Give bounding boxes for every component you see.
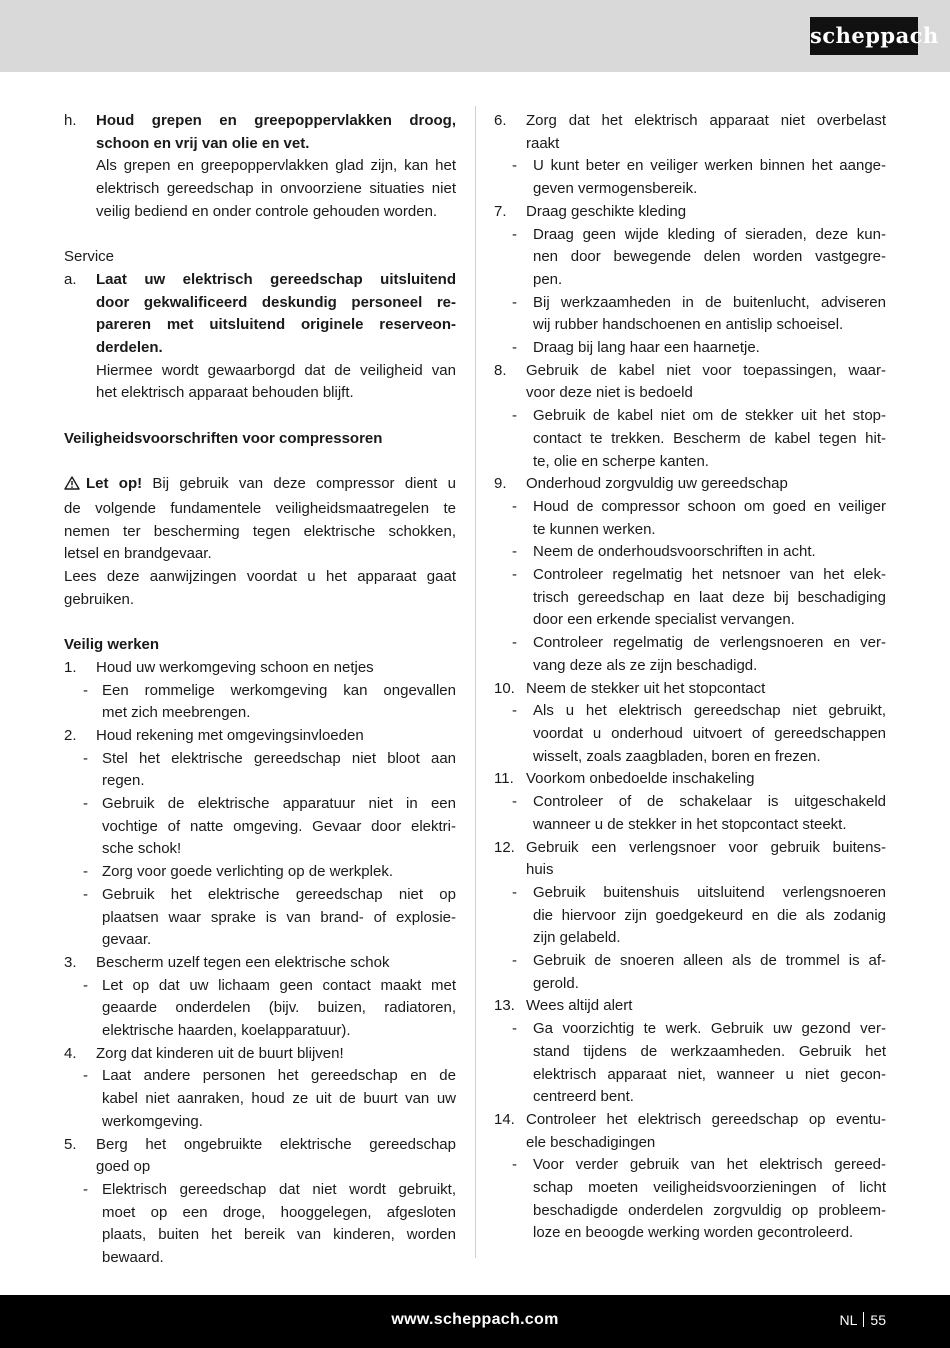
bullet-item: [494, 292, 886, 337]
dash-bullet-icon: -: [83, 885, 88, 903]
text-line: door gekwalificeerd deskundig personeel re-: [96, 293, 456, 311]
item-number: 14.: [494, 1110, 515, 1128]
item-number: 10.: [494, 679, 515, 697]
text-line: wisselt, zoals zaagbladen, boren en frezen.: [533, 747, 821, 765]
numbered-item: [494, 995, 886, 1018]
bullet-item: [64, 1065, 456, 1133]
item-title: [494, 201, 886, 224]
bullet-item: [494, 405, 886, 473]
item-label: a.: [64, 270, 77, 288]
text-line: geven vermogensbereik.: [533, 180, 698, 198]
bullet-item: [494, 496, 886, 541]
text-line: Draag geen wijde kleding of sieraden, deze kun-: [533, 225, 886, 243]
bullet-item: [64, 680, 456, 725]
text-line: het elektrisch apparaat behouden blijft.: [96, 384, 354, 402]
text-line: pareren met uitsluitend originele reserveon-: [96, 316, 456, 334]
footer-page: 55: [870, 1312, 886, 1328]
text-line: Gebruik het elektrische gereedschap niet op: [102, 885, 456, 903]
item-number: 7.: [494, 202, 507, 220]
text-line: Laat uw elektrisch gereedschap uitsluitend: [96, 270, 456, 288]
numbered-item: [494, 678, 886, 701]
item-label: h.: [64, 112, 77, 129]
text-line: U kunt beter en veiliger werken binnen het aange-: [533, 157, 886, 175]
text-line: raakt: [526, 134, 560, 152]
bullet-item: [494, 950, 886, 995]
text-line: Wees altijd alert: [526, 997, 633, 1015]
section-h-bold: [96, 110, 456, 155]
item-number: 12.: [494, 838, 515, 856]
item-title: [64, 725, 456, 748]
text-line: Houd rekening met omgevingsinvloeden: [96, 726, 364, 744]
footer-lang: NL: [839, 1312, 858, 1328]
numbered-item: [494, 360, 886, 405]
dash-bullet-icon: -: [512, 497, 517, 515]
numbered-item: [494, 473, 886, 496]
safety-heading: Veiligheidsvoorschriften voor compressoren: [64, 429, 383, 447]
text-line: beschadigde onderdelen zorgvuldig op probleem-: [533, 1201, 886, 1219]
text-line: Als u het elektrisch gereedschap niet gebruikt,: [533, 702, 886, 720]
text-line: Houd de compressor schoon om goed en veiliger: [533, 497, 886, 515]
numbered-item: [494, 1109, 886, 1154]
dash-bullet-icon: -: [512, 225, 517, 243]
text-line: Controleer het elektrisch gereedschap op eventu-: [526, 1110, 886, 1128]
text-line: Een rommelige werkomgeving kan ongevallen: [102, 681, 456, 699]
item-number: 9.: [494, 475, 507, 493]
dash-bullet-icon: -: [83, 749, 88, 767]
item-title: [494, 995, 886, 1018]
text-line: Controleer regelmatig het netsnoer van het elek-: [533, 566, 886, 584]
text-line: Neem de onderhoudsvoorschriften in acht.: [533, 543, 816, 561]
bullet-item: [494, 541, 886, 564]
footer-separator: [863, 1312, 864, 1327]
warning-lines: [64, 498, 456, 612]
item-title: [64, 1134, 456, 1179]
section-h-text: [96, 155, 456, 223]
text-line: elektrisch gereedschap in onvoorziene situaties niet: [96, 180, 456, 198]
text-line: Controleer regelmatig de verlengsnoeren en ver-: [533, 634, 886, 652]
text-line: wij rubber handschoenen en antislip schoeisel.: [533, 316, 844, 334]
warning-first-text: Bij gebruik van deze compressor dient u: [142, 475, 456, 493]
left-column: [64, 110, 456, 1270]
text-line: Houd uw werkomgeving schoon en netjes: [96, 658, 374, 676]
page-footer: [0, 1295, 950, 1348]
dash-bullet-icon: -: [512, 566, 517, 584]
text-line: regen.: [102, 772, 145, 790]
service-section: [64, 246, 456, 405]
dash-bullet-icon: -: [512, 1020, 517, 1038]
text-line: elektrisch apparaat niet, wanneer u niet gecon-: [533, 1065, 886, 1083]
text-line: werkomgeving.: [102, 1112, 203, 1130]
text-line: te kunnen werken.: [533, 520, 656, 538]
bullet-item: [494, 632, 886, 677]
service-item-a-body: [64, 269, 456, 405]
text-line: Gebruik buitenshuis uitsluitend verlengsnoeren: [533, 883, 886, 901]
text-line: Voor verder gebruik van het elektrisch gereed-: [533, 1156, 886, 1174]
text-line: kabel niet aanraken, houd ze uit de buurt van uw: [102, 1090, 456, 1108]
warning-paragraph: [64, 473, 456, 611]
text-line: plaatsen waar sprake is van brand- of explosie-: [102, 908, 456, 926]
service-heading: Service: [64, 248, 115, 266]
bullet-item: [64, 793, 456, 861]
text-line: sche schok!: [102, 840, 182, 858]
footer-url[interactable]: www.scheppach.com: [391, 1311, 559, 1328]
item-number: 8.: [494, 361, 507, 379]
numbered-item: [494, 201, 886, 224]
bullet-item: [64, 884, 456, 952]
text-line: Onderhoud zorgvuldig uw gereedschap: [526, 475, 788, 493]
dash-bullet-icon: -: [512, 1156, 517, 1174]
text-line: veilig bediend en onder controle gehouden worden.: [96, 202, 438, 220]
text-line: zijn gelabeld.: [533, 929, 621, 947]
dash-bullet-icon: -: [83, 976, 88, 994]
text-line: bewaard.: [102, 1249, 164, 1267]
service-bold: [96, 269, 456, 360]
text-line: wanneer u de stekker in het stopcontact steekt.: [533, 815, 847, 833]
text-line: geaarde onderdelen (bijv. buizen, radiatoren,: [102, 999, 456, 1017]
text-line: Stel het elektrische gereedschap niet bloot aan: [102, 749, 456, 767]
text-line: Bescherm uzelf tegen een elektrische schok: [96, 953, 390, 971]
text-line: stand tijdens de werkzaamheden. Gebruik het: [533, 1042, 886, 1060]
text-line: plaats, buiten het bereik van kinderen, worden: [102, 1226, 456, 1244]
text-line: Neem de stekker uit het stopcontact: [526, 679, 766, 697]
text-line: Gebruik een verlengsnoer voor gebruik buitens-: [526, 838, 886, 856]
text-line: Zorg voor goede verlichting op de werkplek.: [102, 863, 393, 881]
bullet-item: [494, 1154, 886, 1245]
dash-bullet-icon: -: [83, 1180, 88, 1198]
text-line: elektrische haarden, koelapparatuur).: [102, 1022, 351, 1040]
dash-bullet-icon: -: [512, 543, 517, 561]
safe-work-heading: Veilig werken: [64, 636, 160, 654]
warning-triangle-icon: [64, 475, 80, 498]
text-line: Lees deze aanwijzingen voordat u het apparaat gaat: [64, 568, 456, 586]
item-title: [494, 768, 886, 791]
dash-bullet-icon: -: [512, 702, 517, 720]
text-line: Zorg dat het elektrisch apparaat niet overbelast: [526, 112, 886, 129]
text-line: contact te trekken. Bescherm de kabel tegen hit-: [533, 429, 886, 447]
text-line: Controleer of de schakelaar is uitgeschakeld: [533, 793, 886, 811]
text-line: huis: [526, 861, 554, 879]
column-divider: [475, 106, 476, 1258]
numbered-item: [64, 725, 456, 748]
item-title: [494, 360, 886, 405]
item-title: [64, 952, 456, 975]
item-number: 2.: [64, 726, 77, 744]
item-number: 4.: [64, 1044, 77, 1062]
text-line: loze en beoogde werking worden gecontroleerd.: [533, 1224, 854, 1242]
dash-bullet-icon: -: [512, 952, 517, 970]
item-title: [494, 110, 886, 155]
service-text: [96, 360, 456, 405]
bullet-item: [494, 882, 886, 950]
text-line: derdelen.: [96, 339, 163, 357]
text-line: Berg het ongebruikte elektrische gereedschap: [96, 1135, 456, 1153]
bullet-item: [494, 564, 886, 632]
text-line: letsel en brandgevaar.: [64, 545, 212, 563]
safe-work-list: [64, 657, 456, 1270]
bullet-item: [494, 1018, 886, 1109]
numbered-item: [64, 952, 456, 975]
numbered-item: [494, 110, 886, 155]
text-line: centreerd bent.: [533, 1088, 634, 1106]
text-line: Voorkom onbedoelde inschakeling: [526, 770, 755, 788]
text-line: met zich meebrengen.: [102, 704, 251, 722]
text-line: schoon en vrij van olie en vet.: [96, 134, 310, 152]
text-line: Laat andere personen het gereedschap en de: [102, 1067, 456, 1085]
dash-bullet-icon: -: [83, 681, 88, 699]
text-line: Hiermee wordt gewaarborgd dat de veiligheid van: [96, 361, 456, 379]
text-line: Houd grepen en greepoppervlakken droog,: [96, 112, 456, 129]
text-line: gerold.: [533, 974, 579, 992]
text-line: goed op: [96, 1158, 151, 1176]
dash-bullet-icon: -: [512, 157, 517, 175]
numbered-item: [494, 768, 886, 791]
numbered-item: [64, 1043, 456, 1066]
warning-first-line: [64, 473, 456, 498]
dash-bullet-icon: -: [83, 795, 88, 813]
text-line: vochtige of natte omgeving. Gevaar door elektri-: [102, 817, 456, 835]
section-h-body: [64, 110, 456, 224]
text-line: Draag bij lang haar een haarnetje.: [533, 339, 760, 357]
bullet-item: [494, 337, 886, 360]
text-line: Gebruik de kabel niet voor toepassingen, waar-: [526, 361, 886, 379]
brand-logo: scheppach: [810, 17, 918, 55]
dash-bullet-icon: -: [512, 407, 517, 425]
dash-bullet-icon: -: [512, 883, 517, 901]
page-header: [0, 0, 950, 72]
text-line: Gebruik de snoeren alleen als de trommel is af-: [533, 952, 886, 970]
text-line: Gebruik de elektrische apparatuur niet in een: [102, 795, 456, 813]
bullet-item: [494, 791, 886, 836]
item-number: 5.: [64, 1135, 77, 1153]
text-line: gebruiken.: [64, 590, 135, 608]
text-line: Ga voorzichtig te werk. Gebruik uw gezond ver-: [533, 1020, 886, 1038]
text-line: gevaar.: [102, 931, 152, 949]
text-line: de volgende fundamentele veiligheidsmaatregelen te: [64, 499, 456, 517]
text-line: Let op dat uw lichaam geen contact maakt met: [102, 976, 456, 994]
bullet-item: [494, 155, 886, 200]
text-line: voordat u onderhoud uitvoert of gereedschappen: [533, 724, 886, 742]
bullet-item: [64, 748, 456, 793]
item-number: 1.: [64, 658, 77, 676]
dash-bullet-icon: -: [83, 863, 88, 881]
bullet-item: [64, 1179, 456, 1270]
text-line: te, olie en scherpe kanten.: [533, 452, 709, 470]
bullet-item: [494, 700, 886, 768]
dash-bullet-icon: -: [512, 793, 517, 811]
item-title: [494, 837, 886, 882]
numbered-item: [494, 837, 886, 882]
text-line: Bij werkzaamheden in de buitenlucht, adviseren: [533, 293, 886, 311]
text-line: door een erkende specialist vervangen.: [533, 611, 795, 629]
numbered-item: [64, 1134, 456, 1179]
dash-bullet-icon: -: [512, 293, 517, 311]
text-line: trisch gereedschap en laat deze bij beschadiging: [533, 588, 886, 606]
text-line: moet op een droge, hooggelegen, afgesloten: [102, 1203, 456, 1221]
text-line: nemen ter bescherming tegen elektrische schokken,: [64, 522, 456, 540]
text-line: schap moeten veiligheidsvoorzieningen of licht: [533, 1179, 886, 1197]
text-line: Zorg dat kinderen uit de buurt blijven!: [96, 1044, 344, 1062]
right-column: [494, 110, 886, 1245]
item-title: [494, 678, 886, 701]
text-line: die hiervoor zijn goedgekeurd en die als zodanig: [533, 906, 886, 924]
item-title: [494, 473, 886, 496]
dash-bullet-icon: -: [512, 339, 517, 357]
dash-bullet-icon: -: [83, 1067, 88, 1085]
text-line: vang deze als ze zijn beschadigd.: [533, 656, 758, 674]
text-line: voor deze niet is bedoeld: [526, 384, 693, 402]
bullet-item: [64, 975, 456, 1043]
bullet-item: [64, 861, 456, 884]
item-title: [494, 1109, 886, 1154]
bullet-item: [494, 224, 886, 292]
service-item-a: [64, 269, 456, 405]
footer-page-number: [840, 1308, 886, 1332]
text-line: Gebruik de kabel niet om de stekker uit het stop-: [533, 407, 886, 425]
item-title: [64, 1043, 456, 1066]
text-line: pen.: [533, 270, 563, 288]
section-h: [64, 110, 456, 224]
item-number: 3.: [64, 953, 77, 971]
text-line: nen door bewegende delen worden vastgegre-: [533, 248, 886, 266]
item-number: 13.: [494, 997, 515, 1015]
right-list: [494, 110, 886, 1245]
item-title: [64, 657, 456, 680]
text-line: Elektrisch gereedschap dat niet wordt gebruikt,: [102, 1180, 456, 1198]
text-line: ele beschadigingen: [526, 1133, 656, 1151]
item-number: 6.: [494, 112, 507, 129]
item-number: 11.: [494, 770, 514, 788]
warning-label: Let op!: [86, 475, 143, 493]
numbered-item: [64, 657, 456, 680]
dash-bullet-icon: -: [512, 634, 517, 652]
text-line: Als grepen en greepoppervlakken glad zijn, kan het: [96, 157, 456, 175]
text-line: Draag geschikte kleding: [526, 202, 687, 220]
